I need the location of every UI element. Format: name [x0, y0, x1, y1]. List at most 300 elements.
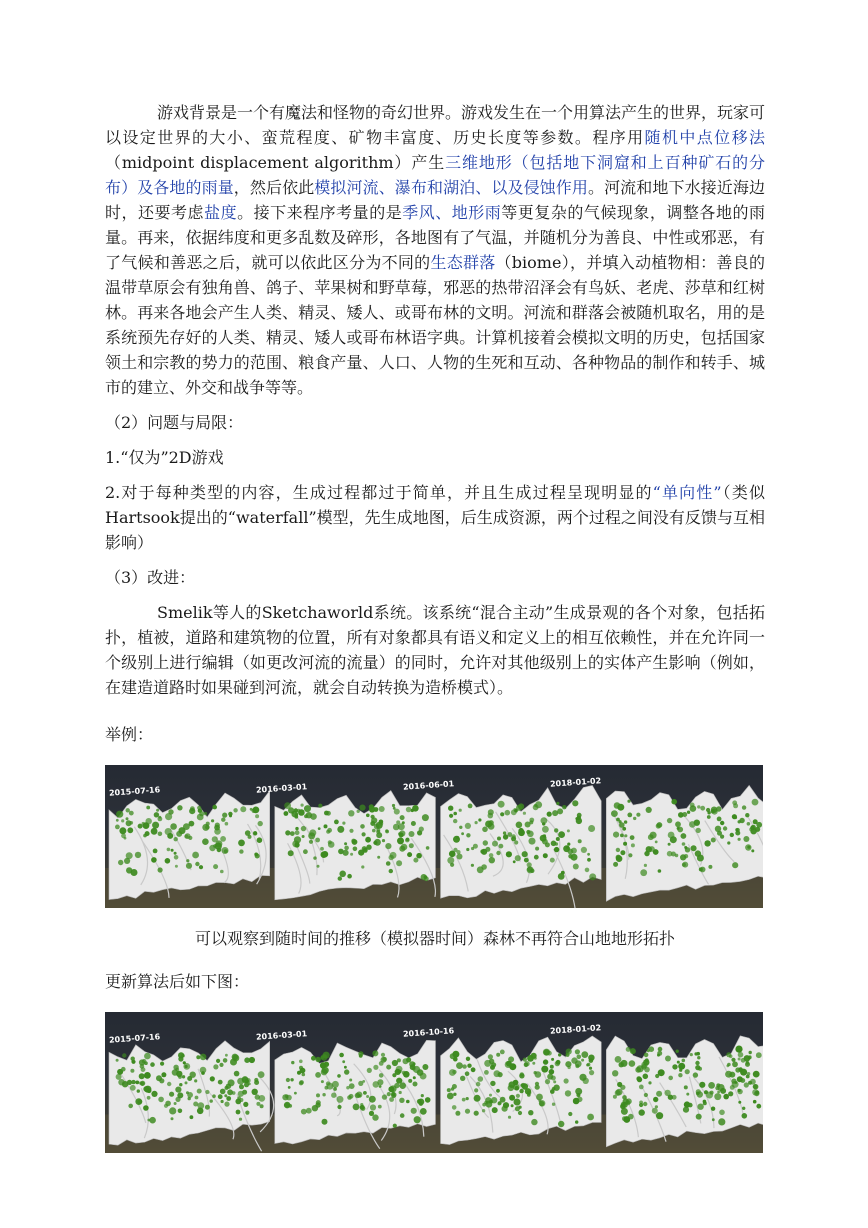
forest-patch — [214, 828, 221, 835]
forest-patch — [462, 1098, 466, 1102]
forest-patch — [352, 839, 358, 845]
forest-patch — [360, 1103, 363, 1106]
forest-patch — [135, 1081, 139, 1085]
forest-patch — [137, 1089, 140, 1092]
forest-patch — [490, 1081, 495, 1086]
forest-patch — [756, 1052, 762, 1058]
forest-patch — [382, 839, 385, 842]
forest-patch — [496, 1053, 500, 1057]
forest-patch — [567, 843, 570, 846]
forest-patch — [725, 1071, 732, 1078]
forest-patch — [224, 1102, 229, 1107]
forest-patch — [643, 1102, 647, 1106]
forest-patch — [141, 1067, 146, 1072]
forest-patch — [147, 1119, 150, 1122]
forest-patch — [201, 1071, 205, 1075]
forest-patch — [323, 1052, 330, 1059]
forest-patch — [699, 867, 703, 871]
forest-patch — [291, 1061, 294, 1064]
forest-patch — [532, 1062, 535, 1065]
forest-patch — [366, 1095, 369, 1098]
forest-patch — [670, 836, 677, 843]
forest-patch — [587, 1114, 594, 1121]
forest-patch — [535, 1082, 539, 1086]
forest-patch — [370, 1104, 376, 1110]
forest-patch — [369, 1111, 374, 1116]
forest-patch — [252, 1089, 258, 1095]
forest-patch — [126, 852, 133, 859]
forest-patch — [639, 1085, 644, 1090]
forest-patch — [498, 801, 505, 808]
forest-patch — [411, 821, 416, 826]
forest-patch — [589, 873, 596, 880]
forest-patch — [337, 1105, 341, 1109]
forest-patch — [711, 1107, 715, 1111]
forest-patch — [236, 1110, 241, 1115]
forest-patch — [186, 859, 189, 862]
forest-patch — [221, 818, 225, 822]
forest-patch — [732, 862, 738, 868]
forest-patch — [177, 805, 182, 810]
issue-2-text-after: （类似Hartsook提出的“waterfall”模型，先生成地图，后生成资源，两个过程之间没有反馈与互相影响） — [105, 483, 765, 552]
forest-patch — [489, 1100, 493, 1104]
wiki-link[interactable]: 生态群落 — [430, 253, 496, 272]
forest-patch — [115, 825, 120, 830]
forest-patch — [704, 1090, 708, 1094]
forest-patch — [686, 1093, 689, 1096]
forest-patch — [488, 1054, 493, 1059]
forest-patch — [337, 1074, 341, 1078]
forest-patch — [399, 830, 405, 836]
forest-patch — [482, 827, 488, 833]
forest-patch — [719, 1110, 725, 1116]
forest-patch — [675, 821, 681, 827]
forest-patch — [172, 1069, 178, 1075]
forest-patch — [167, 1082, 171, 1086]
forest-patch — [572, 800, 578, 806]
forest-patch — [693, 1072, 698, 1077]
forest-patch — [704, 840, 710, 846]
forest-patch — [747, 822, 751, 826]
forest-patch — [165, 813, 172, 820]
forest-patch — [541, 1066, 548, 1073]
forest-patch — [680, 1066, 683, 1069]
forest-patch — [616, 855, 623, 862]
forest-patch — [550, 858, 555, 863]
forest-patch — [167, 848, 171, 852]
forest-patch — [253, 807, 260, 814]
forest-patch — [523, 1058, 527, 1062]
forest-patch — [372, 829, 376, 833]
forest-patch — [476, 1082, 481, 1087]
wiki-link[interactable]: 三维地形（包括地下洞窟和上百种矿石的分布）及各地的雨量 — [105, 153, 765, 197]
forest-patch — [239, 849, 243, 853]
forest-patch — [751, 849, 754, 852]
forest-patch — [750, 826, 754, 830]
forest-patch — [684, 1085, 688, 1089]
forest-patch — [672, 1064, 677, 1069]
wiki-link[interactable]: 随机中点位移法 — [644, 128, 765, 147]
forest-patch — [565, 1061, 571, 1067]
forest-patch — [299, 1060, 303, 1064]
forest-patch — [491, 1062, 496, 1067]
forest-patch — [712, 1118, 715, 1121]
forest-patch — [174, 837, 178, 841]
forest-patch — [543, 853, 548, 858]
forest-patch — [202, 838, 209, 845]
forest-patch — [687, 811, 690, 814]
forest-patch — [745, 813, 749, 817]
forest-patch — [349, 829, 353, 833]
forest-patch — [165, 1101, 171, 1107]
forest-patch — [377, 856, 380, 859]
forest-patch — [515, 855, 521, 861]
forest-patch — [379, 1061, 384, 1066]
forest-patch — [322, 1119, 328, 1125]
forest-patch — [379, 806, 385, 812]
forest-patch — [668, 843, 671, 846]
forest-patch — [372, 1050, 378, 1056]
forest-patch — [533, 804, 539, 810]
forest-patch — [322, 1067, 329, 1074]
forest-patch — [369, 1096, 376, 1103]
forest-patch — [130, 1069, 134, 1073]
forest-patch — [178, 1109, 183, 1114]
forest-patch — [553, 1080, 556, 1083]
date-label: 2015-07-16 — [108, 785, 161, 798]
wiki-link[interactable]: 盐度 — [204, 203, 238, 222]
forest-patch — [452, 1070, 456, 1074]
date-label: 2016-10-16 — [402, 1026, 455, 1039]
forest-patch — [347, 1095, 352, 1100]
forest-patch — [284, 1102, 291, 1109]
forest-patch — [169, 1107, 176, 1114]
forest-patch — [503, 834, 508, 839]
forest-patch — [455, 1111, 460, 1116]
forest-patch — [210, 1099, 213, 1102]
forest-patch — [405, 838, 410, 843]
forest-patch — [244, 1057, 250, 1063]
forest-patch — [485, 847, 490, 852]
forest-patch — [664, 1090, 670, 1096]
forest-patch — [639, 1103, 643, 1107]
forest-patch — [127, 827, 133, 833]
date-label: 2015-07-16 — [108, 1032, 161, 1045]
forest-patch — [753, 1084, 758, 1089]
forest-patch — [466, 1057, 470, 1061]
wiki-link[interactable]: 模拟河流、瀑布和湖泊、以及侵蚀作用 — [314, 178, 588, 197]
forest-patch — [418, 1099, 425, 1106]
forest-patch — [406, 807, 412, 813]
forest-patch — [144, 1053, 151, 1060]
forest-patch — [466, 848, 469, 851]
forest-patch — [324, 1062, 329, 1067]
forest-patch — [731, 1058, 735, 1062]
forest-patch — [738, 1058, 741, 1061]
forest-patch — [478, 818, 481, 821]
forest-patch — [422, 814, 429, 821]
forest-patch — [461, 832, 464, 835]
forest-patch — [500, 1097, 506, 1103]
forest-patch — [397, 837, 404, 844]
forest-patch — [672, 1095, 677, 1100]
forest-patch — [171, 1117, 174, 1120]
forest-patch — [720, 835, 724, 839]
forest-patch — [571, 854, 578, 861]
forest-patch — [320, 847, 324, 851]
forest-patch — [637, 1077, 642, 1082]
forest-patch — [566, 1053, 570, 1057]
forest-patch — [400, 1113, 405, 1118]
forest-patch — [225, 1086, 229, 1090]
forest-patch — [646, 807, 652, 813]
forest-patch — [210, 1076, 215, 1081]
forest-patch — [543, 1059, 548, 1064]
forest-patch — [116, 1074, 122, 1080]
forest-patch — [306, 1108, 312, 1114]
forest-patch — [522, 851, 528, 857]
forest-patch — [690, 1053, 693, 1056]
forest-patch — [735, 1046, 742, 1053]
forest-patch — [258, 1095, 265, 1102]
forest-patch — [665, 1056, 671, 1062]
forest-patch — [332, 1081, 339, 1088]
forest-patch — [475, 821, 478, 824]
forest-patch — [304, 805, 311, 812]
forest-patch — [116, 1059, 119, 1062]
forest-patch — [589, 1067, 592, 1070]
forest-patch — [382, 1057, 387, 1062]
forest-patch — [344, 1066, 347, 1069]
forest-patch — [453, 848, 457, 852]
forest-patch — [682, 842, 686, 846]
forest-patch — [152, 822, 159, 829]
forest-patch — [326, 811, 331, 816]
forest-patch — [301, 1109, 307, 1115]
forest-patch — [355, 1093, 360, 1098]
forest-patch — [376, 830, 380, 834]
forest-patch — [379, 1085, 382, 1088]
forest-patch — [295, 827, 298, 830]
forest-patch — [730, 1085, 735, 1090]
forest-patch — [337, 1096, 344, 1103]
forest-patch — [349, 1079, 352, 1082]
forest-patch — [419, 827, 424, 832]
forest-patch — [301, 804, 304, 807]
forest-patch — [696, 1089, 701, 1094]
forest-patch — [129, 811, 134, 816]
forest-patch — [250, 808, 253, 811]
forest-patch — [519, 1073, 524, 1078]
forest-patch — [616, 848, 620, 852]
forest-patch — [190, 1115, 194, 1119]
forest-patch — [333, 1087, 337, 1091]
forest-patch — [554, 847, 559, 852]
forest-patch — [718, 1118, 725, 1125]
forest-patch — [677, 1061, 680, 1064]
forest-patch — [707, 815, 711, 819]
forest-patch — [365, 837, 371, 843]
forest-patch — [393, 1124, 397, 1128]
forest-patch — [613, 862, 618, 867]
forest-patch — [409, 1061, 415, 1067]
forest-patch — [139, 1073, 145, 1079]
forest-patch — [588, 825, 595, 832]
forest-patch — [620, 850, 625, 855]
forest-patch — [527, 1091, 531, 1095]
forest-patch — [621, 1060, 628, 1067]
forest-patch — [158, 867, 163, 872]
forest-patch — [542, 839, 548, 845]
forest-patch — [366, 814, 370, 818]
section-heading-problems: （2）问题与局限： — [105, 413, 244, 432]
forest-patch — [697, 1104, 703, 1110]
forest-patch — [153, 849, 158, 854]
figure-caption: 可以观察到随时间的推移（模拟器时间）森林不再符合山地地形拓扑 — [194, 929, 675, 948]
forest-patch — [453, 1093, 456, 1096]
forest-patch — [313, 856, 316, 859]
forest-patch — [389, 1097, 394, 1102]
forest-patch — [362, 846, 367, 851]
forest-patch — [684, 1101, 690, 1107]
forest-patch — [360, 824, 365, 829]
forest-patch — [413, 1082, 418, 1087]
forest-patch — [728, 1091, 733, 1096]
forest-patch — [511, 836, 516, 841]
forest-patch — [694, 1052, 697, 1055]
forest-patch — [377, 1079, 383, 1085]
forest-patch — [362, 832, 366, 836]
forest-patch — [742, 805, 746, 809]
forest-patch — [174, 852, 177, 855]
forest-patch — [350, 853, 353, 856]
forest-patch — [220, 870, 224, 874]
forest-patch — [621, 1102, 626, 1107]
forest-patch — [556, 837, 560, 841]
forest-patch — [720, 1088, 726, 1094]
forest-patch — [741, 1058, 746, 1063]
one-way-link[interactable]: “单向性” — [652, 483, 722, 502]
forest-patch — [534, 1071, 537, 1074]
forest-patch — [471, 864, 474, 867]
forest-patch — [691, 845, 697, 851]
forest-patch — [407, 852, 412, 857]
forest-patch — [349, 1083, 355, 1089]
forest-patch — [518, 828, 523, 833]
forest-patch — [381, 1053, 385, 1057]
forest-patch — [465, 1071, 470, 1076]
forest-patch — [158, 1097, 164, 1103]
forest-patch — [220, 836, 226, 842]
forest-patch — [644, 1067, 650, 1073]
forest-patch — [631, 843, 635, 847]
forest-patch — [489, 1094, 492, 1097]
forest-patch — [456, 1062, 463, 1069]
forest-patch — [732, 1061, 738, 1067]
forest-patch — [655, 1074, 659, 1078]
forest-patch — [189, 821, 195, 827]
forest-patch — [156, 809, 159, 812]
forest-patch — [220, 1089, 226, 1095]
terrain-figure-before — [105, 765, 763, 908]
forest-patch — [644, 1093, 648, 1097]
forest-patch — [406, 1100, 410, 1104]
forest-patch — [619, 820, 622, 823]
forest-patch — [449, 814, 453, 818]
forest-patch — [245, 830, 251, 836]
forest-patch — [216, 1059, 220, 1063]
forest-patch — [448, 806, 453, 811]
forest-patch — [524, 1061, 529, 1066]
forest-patch — [447, 857, 454, 864]
forest-patch — [736, 828, 740, 832]
paragraph-text: 。接下来程序考量的是 — [237, 203, 403, 222]
forest-patch — [714, 1093, 721, 1100]
forest-patch — [505, 810, 511, 816]
forest-patch — [379, 1073, 384, 1078]
forest-patch — [575, 1049, 580, 1054]
forest-patch — [358, 1081, 363, 1086]
forest-patch — [531, 1119, 537, 1125]
forest-patch — [370, 821, 375, 826]
forest-patch — [578, 839, 582, 843]
forest-patch — [453, 819, 457, 823]
forest-patch — [562, 805, 566, 809]
forest-patch — [543, 1049, 550, 1056]
forest-patch — [185, 1081, 188, 1084]
forest-patch — [389, 869, 393, 873]
forest-patch — [396, 1078, 402, 1084]
forest-patch — [158, 816, 161, 819]
forest-patch — [348, 810, 354, 816]
forest-patch — [146, 806, 150, 810]
forest-patch — [462, 1064, 466, 1068]
forest-patch — [239, 1084, 244, 1089]
forest-patch — [523, 812, 526, 815]
forest-patch — [126, 867, 132, 873]
forest-patch — [535, 847, 539, 851]
forest-patch — [299, 1080, 304, 1085]
paragraph-text: 游戏背景是一个有魔法和怪物的奇幻世界。游戏发生在一个用算法产生的世界，玩家可以设定世界的大小、蛮荒程度、矿物丰富度、历史长度等参数。程序用 — [105, 103, 766, 147]
forest-patch — [484, 1070, 489, 1075]
wiki-link[interactable]: 季风、地形雨 — [402, 203, 502, 222]
forest-patch — [215, 823, 220, 828]
forest-patch — [149, 1117, 156, 1124]
forest-patch — [295, 830, 300, 835]
section-heading-improvement: （3）改进： — [105, 568, 196, 587]
forest-patch — [147, 1096, 151, 1100]
forest-patch — [706, 808, 710, 812]
forest-patch — [413, 1076, 416, 1079]
forest-patch — [756, 1104, 761, 1109]
forest-patch — [372, 1114, 378, 1120]
forest-patch — [617, 804, 624, 811]
forest-patch — [452, 1105, 457, 1110]
forest-patch — [484, 1060, 491, 1067]
date-label: 2018-01-02 — [549, 1023, 602, 1036]
forest-patch — [232, 1091, 236, 1095]
forest-patch — [565, 1090, 571, 1096]
forest-patch — [549, 1069, 555, 1075]
forest-patch — [466, 833, 470, 837]
forest-patch — [742, 1113, 748, 1119]
forest-patch — [160, 1062, 164, 1066]
forest-patch — [379, 822, 383, 826]
forest-patch — [420, 1073, 427, 1080]
forest-patch — [516, 822, 523, 829]
forest-patch — [658, 1047, 663, 1052]
forest-patch — [667, 851, 673, 857]
